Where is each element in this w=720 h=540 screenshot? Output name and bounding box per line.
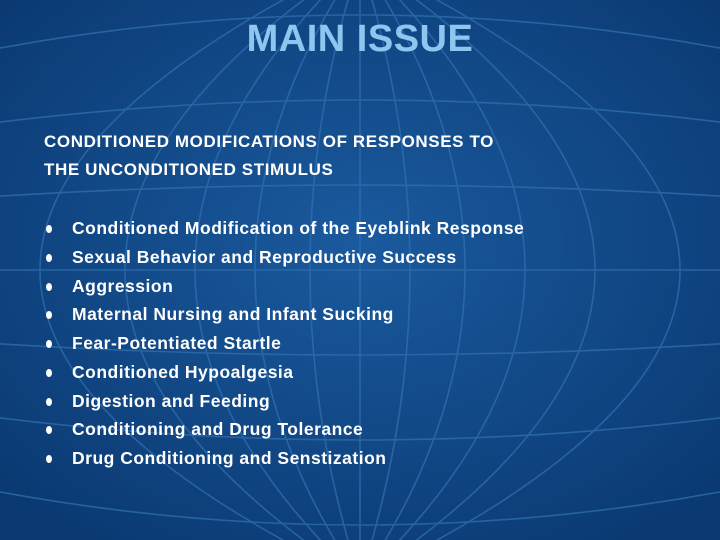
bullet-dot-icon <box>46 340 52 348</box>
subheading-line: CONDITIONED MODIFICATIONS OF RESPONSES TO <box>44 132 494 151</box>
bullet-item <box>44 272 684 301</box>
bullet-text: Conditioned Hypoalgesia <box>72 361 294 382</box>
bullet-dot-icon <box>46 254 52 262</box>
bullet-dot-icon <box>46 426 52 434</box>
bullet-item <box>44 243 684 272</box>
bullet-item <box>44 444 684 473</box>
bullet-dot-icon <box>46 283 52 291</box>
bullet-item <box>44 415 684 444</box>
bullet-text: Fear-Potentiated Startle <box>72 333 282 353</box>
bullet-dot-icon <box>46 455 52 463</box>
bullet-dot-icon <box>46 311 52 319</box>
subheading-line: THE UNCONDITIONED STIMULUS <box>44 160 334 179</box>
bullet-dot-icon <box>46 398 52 406</box>
bullet-text: Sexual Behavior and Reproductive Success <box>72 246 457 267</box>
bullet-item <box>44 300 684 329</box>
bullet-text: Conditioned Modification of the Eyeblink Response <box>72 218 525 238</box>
bullet-text: Digestion and Feeding <box>72 390 271 411</box>
bullet-item <box>44 329 684 358</box>
slide-subheading <box>44 128 684 184</box>
bullet-list <box>44 214 684 473</box>
bullet-text: Aggression <box>72 275 174 296</box>
bullet-item <box>44 214 684 243</box>
bullet-item <box>44 387 684 416</box>
slide-title: MAIN ISSUE <box>246 18 474 60</box>
bullet-text: Drug Conditioning and Senstization <box>72 448 387 468</box>
bullet-text: Maternal Nursing and Infant Sucking <box>72 304 394 325</box>
bullet-text: Conditioning and Drug Tolerance <box>72 419 364 440</box>
bullet-dot-icon <box>46 369 52 377</box>
bullet-item <box>44 358 684 387</box>
bullet-dot-icon <box>46 225 52 233</box>
